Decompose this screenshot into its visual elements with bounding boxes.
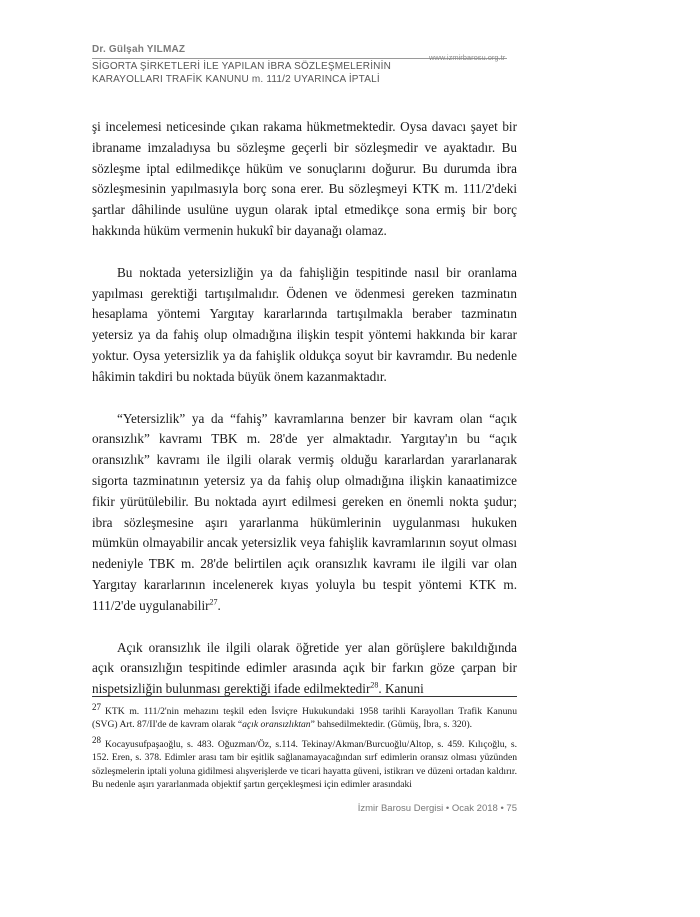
footnote-27-text-b: ” bahsedilmektedir. (Gümüş, İbra, s. 320). <box>310 719 473 731</box>
footnote-28-number: 28 <box>92 734 101 745</box>
body-text <box>92 117 517 721</box>
paragraph-2: Bu noktada yetersizliğin ya da fahişliğin tespitinde nasıl bir oranlama yapılması gerektiği tartışılmalıdır. Ödenen ve ödenmesi gereken tazminatın hesaplama yöntemi Yargıtay kararlarında tartışılmakla beraber tazminatın yetersiz ya da fahiş olup olmadığına ilişkin tespit yöntemi hakkında bir karar yoktur. Oysa yetersizlik ya da fahişlik oldukça soyut bir kavramdır. Bu nedenle hâkimin takdiri bu noktada büyük önem kazanmaktadır. <box>92 264 517 384</box>
footnote-27 <box>92 701 517 732</box>
footnote-rule <box>92 696 517 697</box>
header-title <box>92 60 391 86</box>
header-url[interactable]: www.izmirbarosu.org.tr <box>429 53 506 62</box>
header-title-line-1: SİGORTA ŞİRKETLERİ İLE YAPILAN İBRA SÖZLEŞMELERİNİN <box>92 61 391 72</box>
footnote-27-number: 27 <box>92 701 101 712</box>
paragraph-4-text: Açık oransızlık ile ilgili olarak öğretide yer alan görüşlere bakıldığında açık oransızlığın tespitinde edimler arasında açık bir farkın göze çarpan bir nispetsizliğin bulunması gerektiği ifade edilmektedir <box>92 639 517 697</box>
paragraph-4 <box>92 638 517 700</box>
footnote-28 <box>92 734 517 792</box>
paragraph-4-end: . Kanuni <box>378 681 424 697</box>
paragraph-3-end: . <box>217 597 221 613</box>
footnote-28-text: Kocayusufpaşaoğlu, s. 483. Oğuzman/Öz, s.114. Tekinay/Akman/Burcuoğlu/Altop, s. 459. Kılıçoğlu, s. 152. Eren, s. 378. Edimler arası tam bir eşitlik sağlanamayacağından sırf edimlerin oransız olması yüzünden sözleşmelerin iptali yoluna gidilmesi alışverişlerde ve ticari hayatta güveni, istikrarı ve düzeni ortadan kaldırır. Bu nedenle aşırı yararlanmada objektif şartın gerçekleşmesi için edimler arasındaki <box>92 738 517 791</box>
footnote-ref-27[interactable]: 27 <box>209 597 218 607</box>
footnote-ref-28[interactable]: 28 <box>370 680 379 690</box>
footnotes <box>92 701 517 797</box>
paragraph-1: şi incelemesi neticesinde çıkan rakama hükmetmektedir. Oysa davacı şayet bir ibraname imzaladıysa bu sözleşme geçerli bir sözleşmedir ve ayaktadır. Bu sözleşme iptal edilmedikçe hüküm ve sonuçlarını doğurur. Bu durumda ibra sözleşmesinin yapılmasıyla borç sona erer. Bu sözleşmeyi KTK m. 111/2'deki şartlar dâhilinde usulüne uygun olarak iptal etmedikçe sona ermiş bir borç hakkında hüküm vermenin hukukî bir dayanağı olamaz. <box>92 119 517 238</box>
paragraph-3-text: “Yetersizlik” ya da “fahiş” kavramlarına benzer bir kavram olan “açık oransızlık” kavramı TBK m. 28'de yer almaktadır. Yargıtay'ın bu “açık oransızlık” kavramı ile ilgili olarak vermiş olduğu kararlardan yararlanarak sigorta tazminatının yetersiz ya da fahiş olup olmadığına ilişkin kanaatimizce fikir yürütülebilir. Bu noktada ayırt edilmesi gereken en önemli nokta şudur; ibra sözleşmesine aşırı yararlanma hükümlerinin uygulanması hukuken mümkün olmayabilir ancak yetersizlik veya fahişlik kavramlarının soyut olması nedeniyle TBK m. 28'de belirtilen açık oransızlık kavramı ile ilgili var olan Yargıtay kararlarının incelenerek kıyas yoluyla bu tespit yöntemi KTK m. 111/2'de uygulanabilir <box>92 410 517 613</box>
page-footer: İzmir Barosu Dergisi • Ocak 2018 • 75 <box>357 803 517 814</box>
footnote-27-emphasis: açık oransızlıktan <box>242 719 311 731</box>
header-title-line-2: KARAYOLLARI TRAFİK KANUNU m. 111/2 UYARINCA İPTALİ <box>92 74 380 85</box>
header-author: Dr. Gülşah YILMAZ <box>92 44 186 55</box>
paragraph-3 <box>92 409 517 617</box>
footnote-27-text-a: KTK m. 111/2'nin mehazını teşkil eden İsviçre Hukukundaki 1958 tarihli Karayolları Trafik Kanunu (SVG) Art. 87/II'de de kavram olarak “ <box>92 706 517 731</box>
